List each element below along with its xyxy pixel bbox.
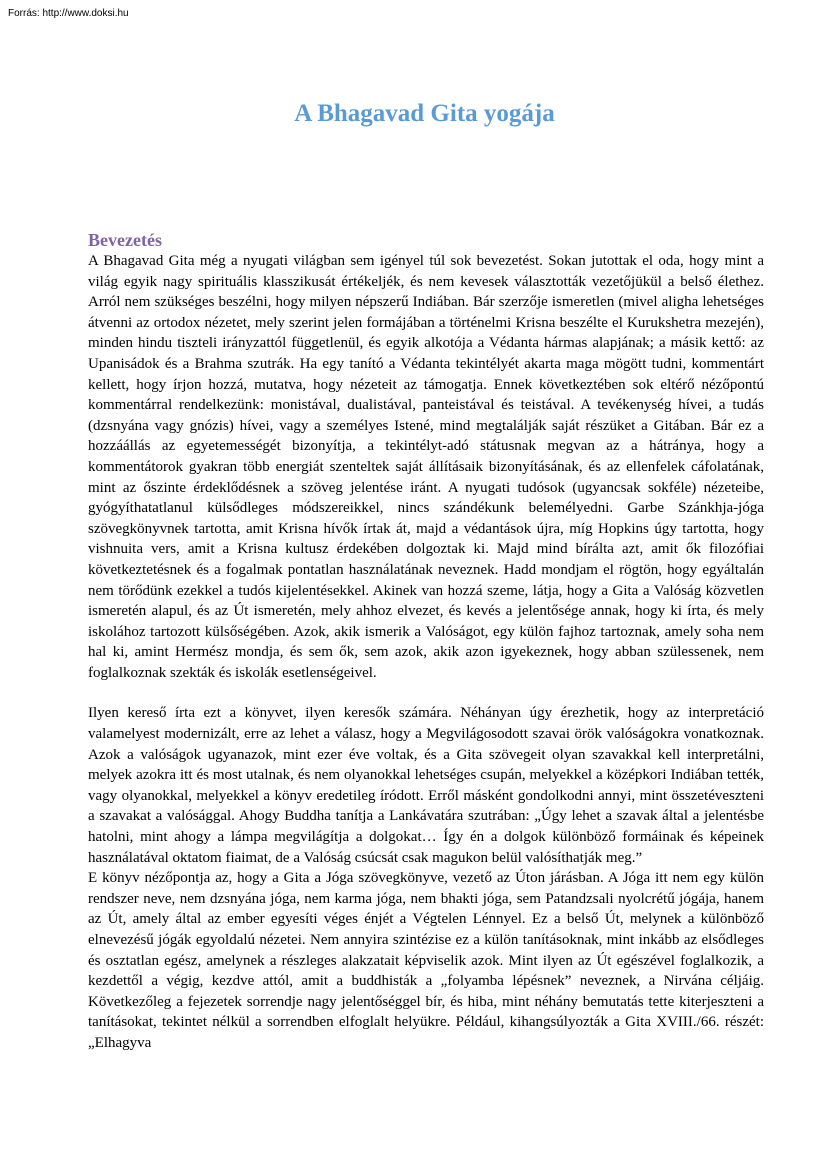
document-body (88, 229, 764, 1054)
source-line: Forrás: http://www.doksi.hu (8, 8, 129, 19)
paragraph-seeker: Ilyen kereső írta ezt a könyvet, ilyen keresők számára. Néhányan úgy érezhetik, hogy az interpretáció valamelyest modernizált, erre az lehet a válasz, hogy a Megvilágosodott szavai örök valóságokra vonatkoznak. Azok a valóságok ugyanazok, mint ezer éve voltak, és a Gita szövegeit olyan szavakkal kell interpretálni, melyek azokra itt és most utalnak, és nem olyanokkal lehetséges csupán, melyekkel a középkori Indiában tették, vagy olyanokkal, melyekkel a könyv eredetileg íródott. Erről másként gondolkodni annyi, mint összetéveszteni a szavakat a valósággal. Ahogy Buddha tanítja a Lankávatára szutrában: „Úgy lehet a szavak által a jelentésbe hatolni, mint ahogy a lámpa megvilágítja a dolgokat… Így én a dolgok különböző formáinak és képeinek használatával oktatom fiaimat, de a Valóság csúcsát csak magukon belül valósíthatják meg.” (88, 705, 764, 866)
page-title: A Bhagavad Gita yogája (294, 100, 555, 127)
paragraph-intro: A Bhagavad Gita még a nyugati világban sem igényel túl sok bevezetést. Sokan jutottak el oda, hogy mint a világ egyik nagy spirituális klasszikusát értékeljék, és nem kevesek választották vezetőjükül a belső élethez. Arról nem szükséges beszélni, hogy milyen népszerű Indiában. Bár szerzője ismeretlen (mivel aligha lehetséges átvenni az ortodox nézetet, mely szerint jelen formájában a történelmi Krisna beszélte el Kurukshetra mezején), minden hindu tiszteli irányzattól függetlenül, és egyik alkotója a Védanta hármas alapjának; a másik kettő: az Upanisádok és a Brahma szutrák. Ha egy tanító a Védanta tekintélyét akarta maga mögött tudni, kommentárt kellett, hogy írjon hozzá, mutatva, hogy nézeteit az támogatja. Ennek következtében sok eltérő nézőpontú kommentárral rendelkezünk: monistával, dualistával, panteistával és teistával. A tevékenység hívei, a tudás (dzsnyána vagy gnózis) hívei, vagy a személyes Istené, mind megtalálják saját részüket a Gitában. Bár ez a hozzáállás az egyetemességét bizonyítja, a tekintélyt-adó státusnak megvan az a hátránya, hogy a kommentátorok gyakran több energiát szenteltek saját állításaik bizonyításának, és az ellenfelek cáfolatának, mint az őszinte érdeklődésnek a szöveg jelentése iránt. A nyugati tudósok (ugyancsak sokféle) nézeteibe, gyógyíthatatlanul külsődleges módszereikkel, nincs szándékunk belemélyedni. Garbe Szánkhja-jóga szövegkönyvnek tartotta, amit Krisna hívők írtak át, majd a védantások újra, míg Hopkins úgy tartotta, hogy vishnuita vers, amit a Krisna kultusz érdekében dolgoztak ki. Majd mind bírálta azt, amit ők filozófiai következtetésnek és a fogalmak pontatlan használatának neveznek. Hadd mondjam el rögtön, hogy egyáltalán nem törődünk ezekkel a tudós kijelentésekkel. Akinek van hozzá szeme, látja, hogy a Gita a Valóság közvetlen ismeretén alapul, és az Út ismeretén, mely ahhoz elvezet, és kevés a jelentősége annak, hogy ki írta, és mely iskolához tartozott külsőségében. Azok, akik ismerik a Valóságot, egy külön fajhoz tartoznak, amely soha nem hal ki, amint Hermész mondja, és sem ők, sem azok, akik azon igyekeznek, hogy abban szülessenek, nem foglalkoznak szekták és iskolák esetlenségeivel. (88, 253, 764, 681)
section-heading: Bevezetés (88, 230, 162, 250)
paragraph-viewpoint: E könyv nézőpontja az, hogy a Gita a Jóga szövegkönyve, vezető az Úton járásban. A Jóga itt nem egy külön rendszer neve, nem dzsnyána jóga, nem karma jóga, nem bhakti jóga, sem Patandzsali nyolcrétű jógája, hanem az Út, amely által az ember egyesíti véges énjét a Végtelen Lénnyel. Ez a belső Út, melynek a különböző elnevezésű jógák egyoldalú nézetei. Nem annyira szintézise ez a külön tanításoknak, mint inkább az elsődleges és osztatlan egész, amelynek a részleges alakzatait képviselik azok. Mint ilyen az Út egészével foglalkozik, a kezdettől a végig, kezdve attól, amit a buddhisták a „folyamba lépésnek” neveznek, a Nirvána céljáig. Következőleg a fejezetek sorrendje nagy jelentőséggel bír, és hiba, mint néhány bemutatás tette kiterjeszteni a tanításokat, tekintet nélkül a sorrendben elfoglalt helyükre. Például, kihangsúlyozták a Gita XVIII./66. részét: „Elhagyva (88, 870, 764, 1051)
